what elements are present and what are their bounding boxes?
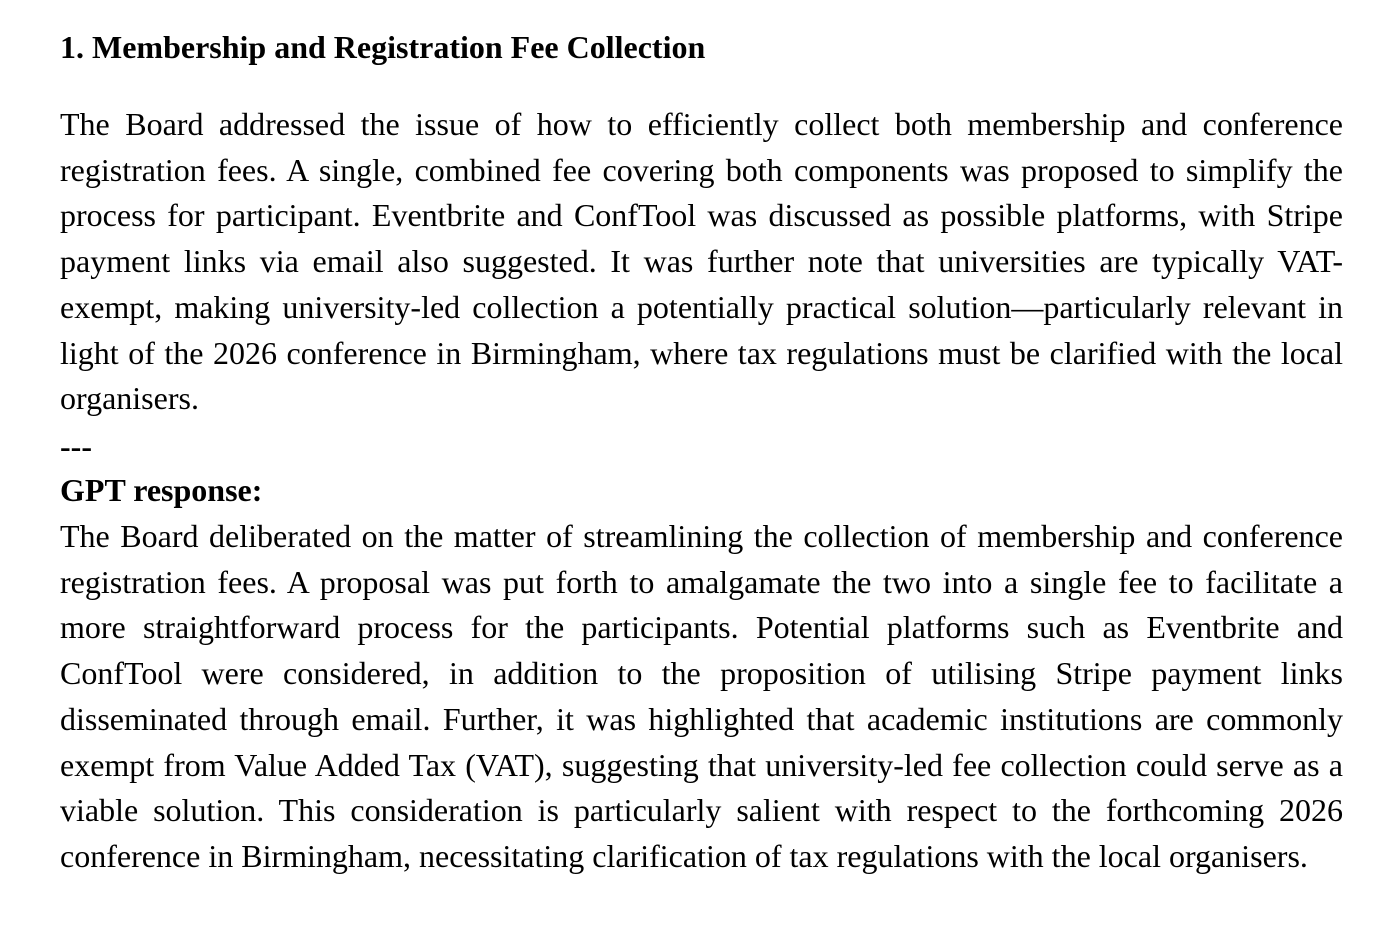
gpt-response-paragraph: The Board deliberated on the matter of streamlining the collection of membership and conference registration fees. A proposal was put forth to amalgamate the two into a single fee to facilitate a more straightforward process for the participants. Potential platforms such as Eventbrite and ConfTool were considered, in addition to the proposition of utilising Stripe payment links disseminated through email. Further, it was highlighted that academic institutions are commonly exempt from Value Added Tax (VAT), suggesting that university-led fee collection could serve as a viable solution. This consideration is particularly salient with respect to the forthcoming 2026 conference in Birmingham, necessitating clarification of tax regulations with the local organisers.	[60, 518, 1343, 874]
original-paragraph: The Board addressed the issue of how to efficiently collect both membership and conference registration fees. A single, combined fee covering both components was proposed to simplify the process for participant. Eventbrite and ConfTool was discussed as possible platforms, with Stripe payment links via email also suggested. It was further note that universities are typically VAT-exempt, making university-led collection a potentially practical solution—particularly relevant in light of the 2026 conference in Birmingham, where tax regulations must be clarified with the local organisers.	[60, 106, 1343, 417]
separator-line: ---	[60, 428, 92, 464]
section-heading: 1. Membership and Registration Fee Collection	[60, 29, 706, 65]
gpt-response-label: GPT response:	[60, 472, 263, 508]
